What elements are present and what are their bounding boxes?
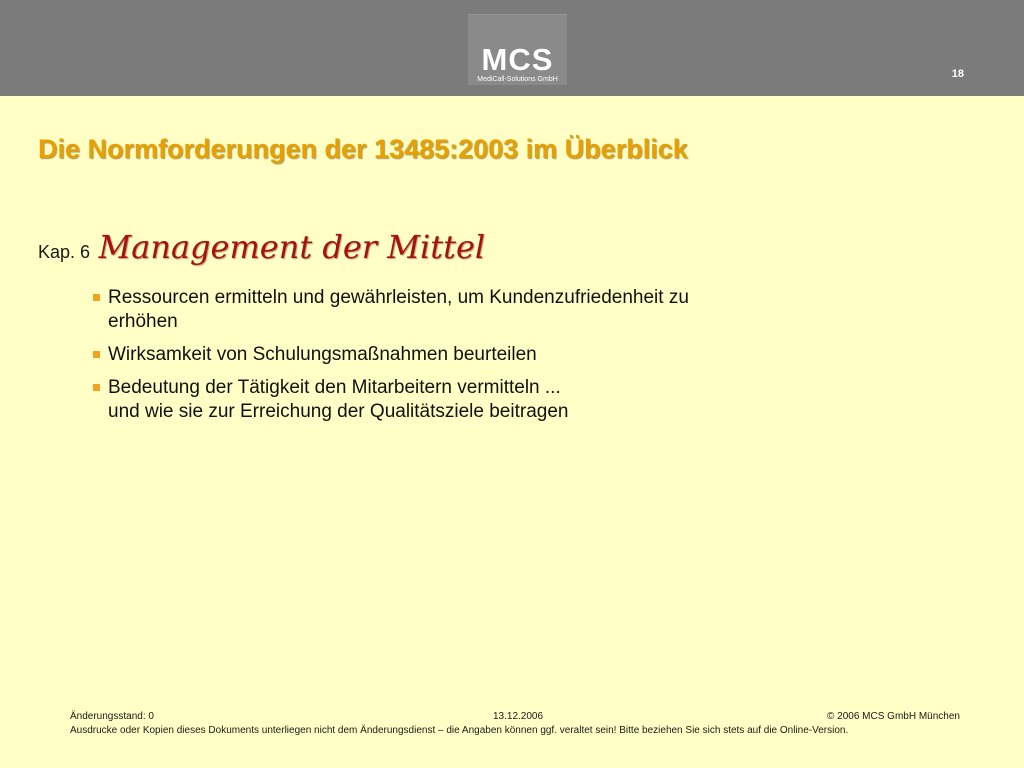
bullet-text: und wie sie zur Erreichung der Qualitätsziele beitragen [108, 401, 569, 422]
logo-subtitle: MediCall-Solutions GmbH [477, 76, 558, 83]
footer-copyright: © 2006 MCS GmbH München [827, 711, 960, 722]
bullet-item [91, 376, 851, 424]
bullet-square-icon [93, 351, 100, 358]
chapter-prefix: Kap. 6 [38, 242, 91, 262]
footer-meta-row [70, 710, 964, 724]
logo-text: MCS [481, 42, 554, 77]
footer-date: 13.12.2006 [493, 711, 544, 722]
footer [70, 710, 964, 738]
bullet-text: erhöhen [108, 311, 178, 332]
bullet-text: Wirksamkeit von Schulungsmaßnahmen beurteilen [108, 344, 537, 365]
bullet-square-icon [93, 384, 100, 391]
slide-title: Die Normforderungen der 13485:2003 im Überblick [38, 134, 688, 164]
bullet-text: Ressourcen ermitteln und gewährleisten, um Kundenzufriedenheit zu [108, 287, 689, 308]
revision-status: Änderungsstand: 0 [70, 711, 154, 722]
header-bar [0, 0, 1024, 96]
bullet-text: Bedeutung der Tätigkeit den Mitarbeitern vermitteln ... [108, 377, 561, 398]
mcs-logo [468, 14, 567, 85]
bullet-square-icon [93, 294, 100, 301]
chapter-title: Management der Mittel [98, 228, 486, 266]
footer-disclaimer: Ausdrucke oder Kopien dieses Dokuments unterliegen nicht dem Änderungsdienst – die Angaben können ggf. veraltet sein! Bitte beziehen Sie sich stets auf die Online-Version. [70, 725, 849, 736]
bullet-item [91, 343, 851, 367]
chapter-heading [38, 228, 485, 266]
page-number: 18 [951, 68, 964, 80]
bullet-list [91, 286, 851, 433]
bullet-item [91, 286, 851, 334]
